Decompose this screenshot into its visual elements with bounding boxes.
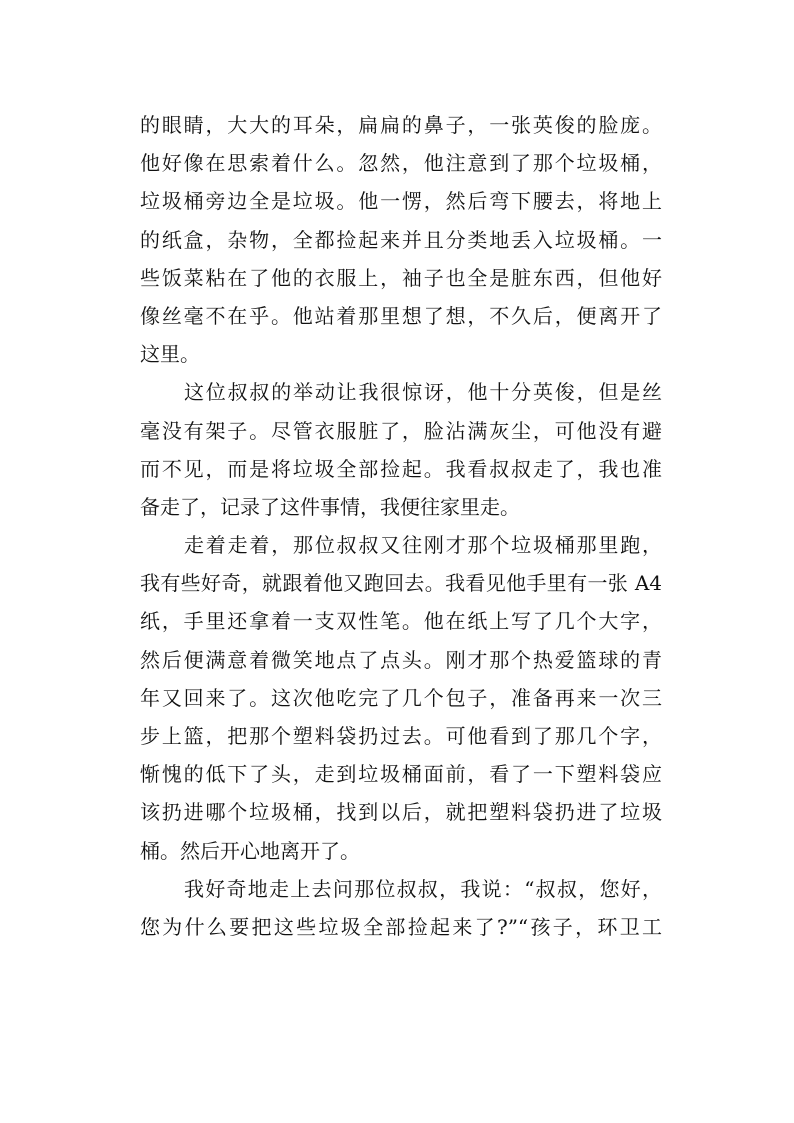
text-line: 的眼睛，大大的耳朵，扁扁的鼻子，一张英俊的脸庞。	[140, 113, 662, 137]
text-line: 这位叔叔的举动让我很惊讶，他十分英俊，但是丝	[184, 380, 662, 405]
text-line: 这里。	[140, 342, 200, 367]
text-line: 该扔进哪个垃圾桶，找到以后，就把塑料袋扔进了垃圾	[140, 800, 662, 825]
text-line: 年又回来了。这次他吃完了几个包子，准备再来一次三	[140, 685, 662, 710]
document-body	[140, 106, 662, 946]
text-line: 些饭菜粘在了他的衣服上，袖子也全是脏东西，但他好	[140, 265, 662, 290]
paragraph	[140, 870, 662, 946]
paragraph	[140, 526, 662, 870]
text-line: 备走了，记录了这件事情，我便往家里走。	[140, 494, 520, 519]
text-line: 我有些好奇，就跟着他又跑回去。我看见他手里有一张 A4	[140, 571, 662, 596]
text-line: 像丝毫不在乎。他站着那里想了想，不久后，便离开了	[140, 303, 662, 328]
text-line: 走着走着，那位叔叔又往刚才那个垃圾桶那里跑，	[184, 533, 662, 558]
text-line: 步上篮，把那个塑料袋扔过去。可他看到了那几个字，	[140, 724, 662, 748]
paragraph	[140, 106, 662, 373]
paragraph	[140, 373, 662, 526]
text-line: 然后便满意着微笑地点了点头。刚才那个热爱篮球的青	[140, 647, 662, 672]
text-line: 桶。然后开心地离开了。	[140, 838, 360, 863]
text-line: 纸，手里还拿着一支双性笔。他在纸上写了几个大字，	[140, 609, 662, 634]
text-line: 的纸盒，杂物，全都捡起来并且分类地丢入垃圾桶。一	[140, 227, 662, 252]
text-line: 他好像在思索着什么。忽然，他注意到了那个垃圾桶，	[140, 151, 662, 176]
text-line: 我好奇地走上去问那位叔叔，我说：“叔叔，您好，	[184, 876, 662, 901]
text-line: 惭愧的低下了头，走到垃圾桶面前，看了一下塑料袋应	[140, 762, 662, 787]
text-line: 毫没有架子。尽管衣服脏了，脸沾满灰尘，可他没有避	[140, 418, 662, 443]
text-line: 垃圾桶旁边全是垃圾。他一愣，然后弯下腰去，将地上	[140, 189, 662, 214]
text-line: 而不见，而是将垃圾全部捡起。我看叔叔走了，我也准	[140, 456, 662, 481]
text-line: 您为什么要把这些垃圾全部捡起来了?”“孩子，环卫工	[140, 914, 662, 939]
